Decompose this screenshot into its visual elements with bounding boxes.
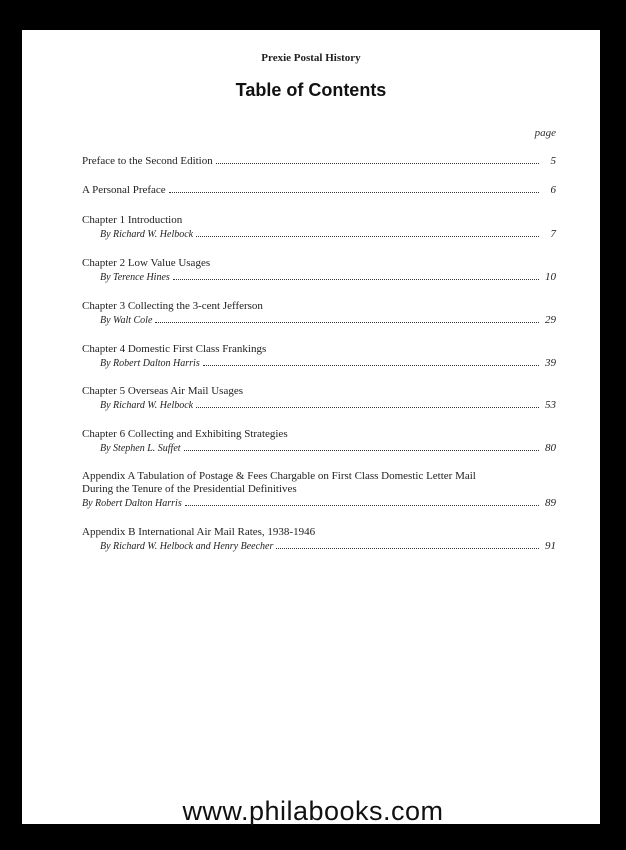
entry-title: Preface to the Second Edition — [82, 155, 213, 167]
chapter-title: Chapter 2 Low Value Usages — [82, 257, 211, 269]
toc-chapter — [82, 257, 556, 284]
chapter-author: By Robert Dalton Harris — [100, 358, 200, 369]
chapter-page: 39 — [545, 357, 556, 369]
appendix-page: 91 — [545, 540, 556, 552]
appendix-author: By Richard W. Helbock and Henry Beecher — [100, 541, 274, 552]
chapter-author: By Walt Cole — [100, 315, 153, 326]
chapter-author: By Richard W. Helbock — [100, 400, 194, 411]
leader-dots — [185, 504, 539, 506]
chapter-page: 29 — [545, 314, 556, 326]
toc-chapter — [82, 343, 556, 370]
toc-appendix — [82, 470, 556, 510]
leader-dots — [196, 235, 539, 237]
website-watermark: www.philabooks.com — [182, 796, 444, 826]
toc-chapter — [82, 428, 556, 455]
chapter-page: 80 — [545, 442, 556, 454]
page-title: Table of Contents — [235, 80, 387, 100]
appendix-page: 89 — [545, 497, 556, 509]
leader-dots — [169, 191, 539, 193]
document-page — [22, 30, 600, 824]
chapter-page: 7 — [550, 228, 556, 240]
leader-dots — [203, 364, 539, 366]
leader-dots — [196, 406, 539, 408]
chapter-page: 53 — [545, 399, 556, 411]
chapter-title: Chapter 4 Domestic First Class Frankings — [82, 343, 267, 355]
leader-dots — [276, 547, 539, 549]
running-header: Prexie Postal History — [261, 52, 361, 64]
leader-dots — [216, 162, 539, 164]
leader-dots — [184, 449, 539, 451]
leader-dots — [173, 278, 539, 280]
toc-chapter — [82, 385, 556, 412]
toc-appendix — [82, 526, 556, 553]
toc-chapter — [82, 300, 556, 327]
page-column-label: page — [534, 127, 556, 139]
appendix-title: Appendix B International Air Mail Rates, 1938-1946 — [82, 526, 316, 538]
chapter-author: By Stephen L. Suffet — [100, 443, 181, 454]
toc-entry — [82, 155, 556, 168]
entry-page: 5 — [550, 155, 556, 167]
toc-entry — [82, 184, 556, 197]
entry-title: A Personal Preface — [82, 184, 166, 196]
toc-chapter — [82, 214, 556, 241]
chapter-author: By Richard W. Helbock — [100, 229, 194, 240]
chapter-title: Chapter 1 Introduction — [82, 214, 183, 226]
appendix-author: By Robert Dalton Harris — [82, 498, 182, 509]
chapter-title: Chapter 5 Overseas Air Mail Usages — [82, 385, 243, 397]
chapter-title: Chapter 6 Collecting and Exhibiting Strategies — [82, 428, 288, 440]
entry-page: 6 — [550, 184, 556, 196]
chapter-title: Chapter 3 Collecting the 3-cent Jefferson — [82, 300, 263, 312]
appendix-title: Appendix A Tabulation of Postage & Fees Chargable on First Class Domestic Letter Mail — [82, 470, 476, 482]
chapter-author: By Terence Hines — [100, 272, 170, 283]
chapter-page: 10 — [545, 271, 556, 283]
leader-dots — [155, 321, 539, 323]
appendix-title-continued: During the Tenure of the Presidential Definitives — [82, 483, 297, 495]
